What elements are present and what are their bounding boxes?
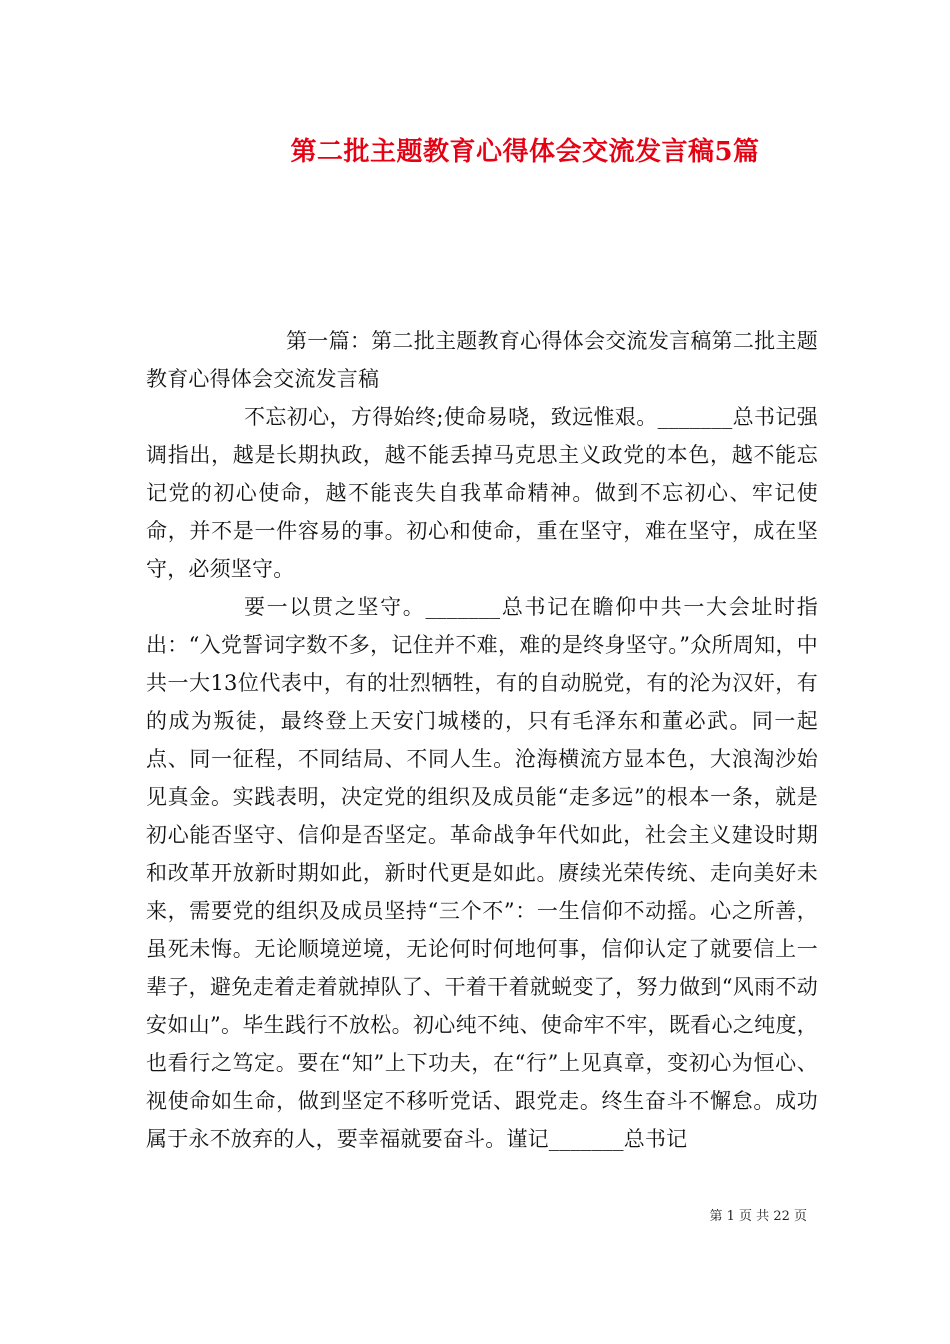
paragraph: 不忘初心，方得始终;使命易哓，致远惟艰。_______总书记强调指出，越是长期执政，越不能丢掉马克思主义政党的本色，越不能忘记党的初心使命，越不能丧失自我革命精神。做到不忘初心、牢记使命，并不是一件容易的事。初心和使命，重在坚守，难在坚守，成在坚守，必须坚守。 (146, 405, 818, 581)
paragraph: 要一以贯之坚守。_______总书记在瞻仰中共一大会址时指出：“入党誓词字数不多，记住并不难，难的是终身坚守。”众所周知，中共一大13位代表中，有的壮烈牺牲，有的自动脱党，有的沦为汉奸，有的成为叛徒，最终登上天安门城楼的，只有毛泽东和董必武。同一起点、同一征程，不同结局、不同人生。沧海横流方显本色，大浪淘沙始见真金。实践表明，决定党的组织及成员能“走多远”的根本一条，就是初心能否坚守、信仰是否坚定。革命战争年代如此，社会主义建设时期和改革开放新时期如此，新时代更是如此。赓续光荣传统、走向美好未来，需要党的组织及成员坚持“三个不”：一生信仰不动摇。心之所善，虽死未悔。无论顺境逆境，无论何时何地何事，信仰认定了就要信上一辈子，避免走着走着就掉队了、干着干着就蜕变了，努力做到“风雨不动安如山”。毕生践行不放松。初心纯不纯、使命牢不牢，既看心之纯度，也看行之笃定。要在“知”上下功夫，在“行”上见真章，变初心为恒心、视使命如生命，做到坚定不移听党话、跟党走。终生奋斗不懈怠。成功属于永不放弃的人，要幸福就要奋斗。谨记_______总书记 (146, 595, 818, 1151)
document-body (146, 322, 818, 1158)
page-number: 第 1 页 共 22 页 (709, 1209, 807, 1224)
paragraph-heading: 第一篇：第二批主题教育心得体会交流发言稿第二批主题教育心得体会交流发言稿 (146, 329, 818, 391)
document-title: 第二批主题教育心得体会交流发言稿5篇 (290, 137, 760, 167)
